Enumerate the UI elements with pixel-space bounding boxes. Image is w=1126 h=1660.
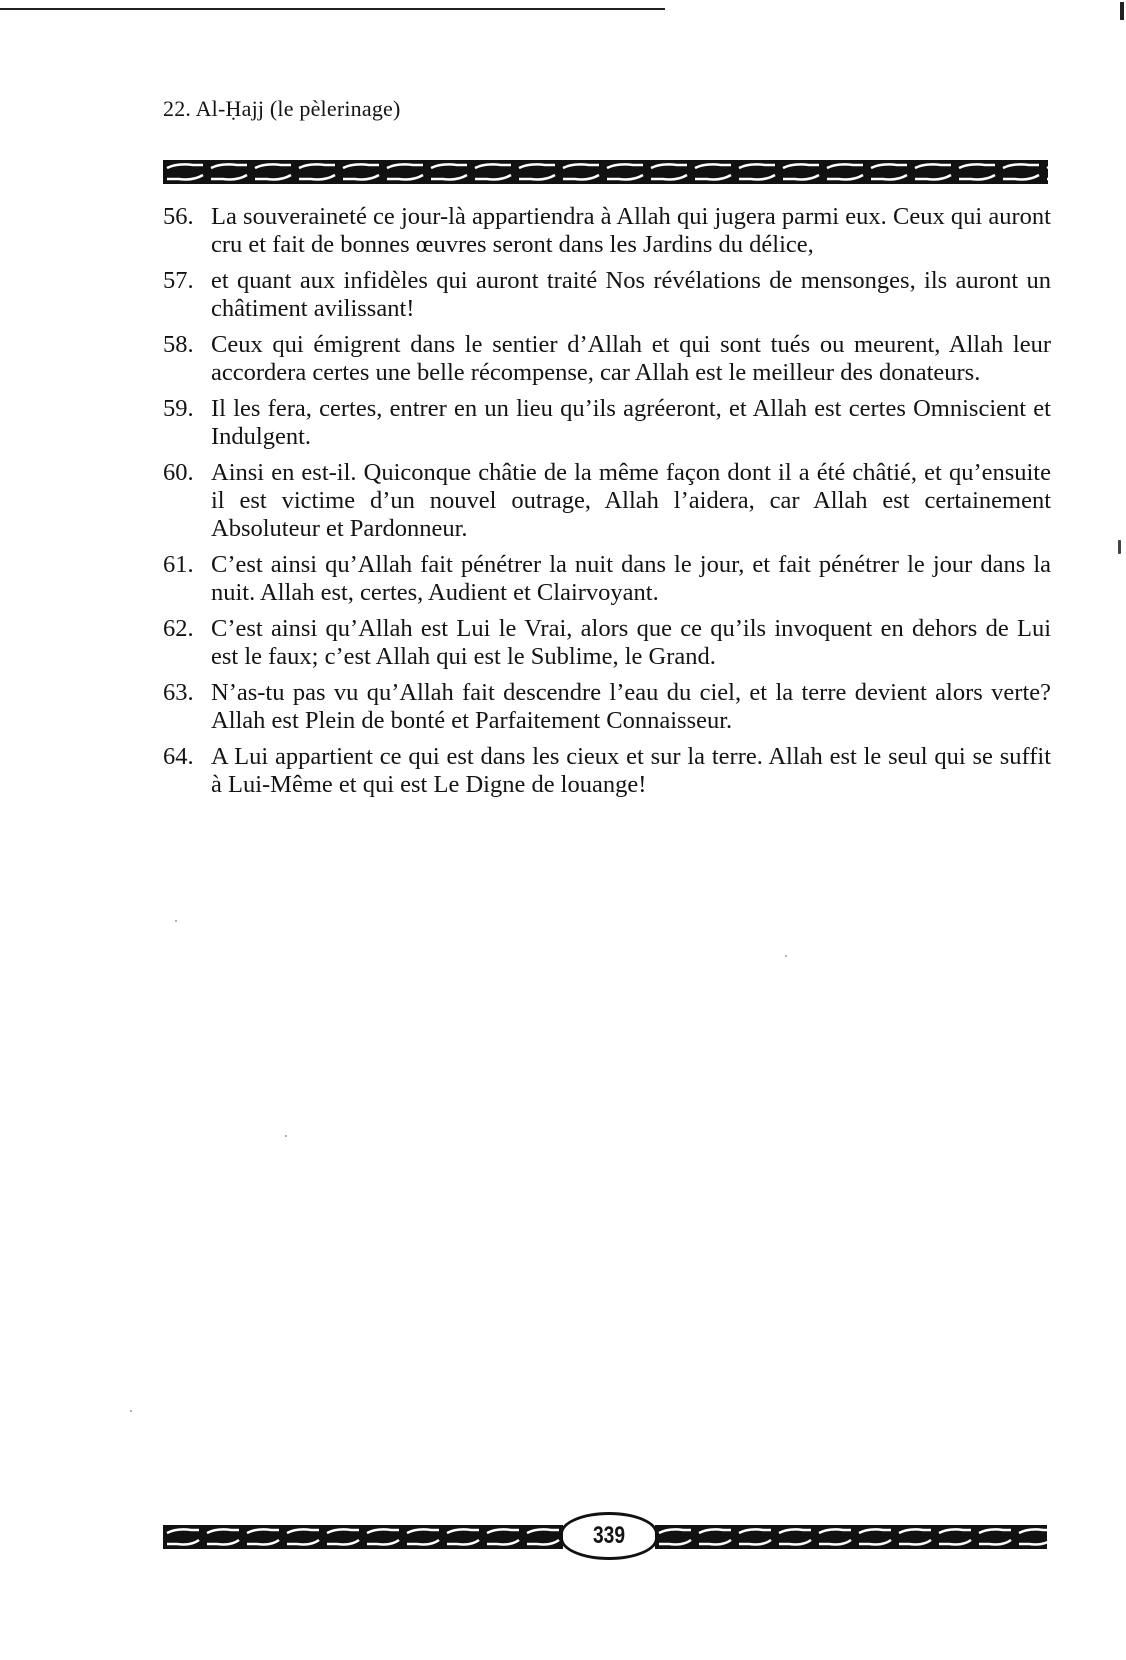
running-head: 22. Al-Ḥajj (le pèlerinage) [163, 96, 401, 121]
verse-text: et quant aux infidèles qui auront traité Nos révélations de mensonges, ils auront un châtiment avilissant! [211, 267, 1051, 322]
verse-number: 58. [163, 331, 194, 358]
ornament-chain-pattern [655, 1525, 1047, 1549]
top-rule [0, 8, 665, 10]
verse-text: La souveraineté ce jour-là appartiendra à Allah qui jugera parmi eux. Ceux qui auront cru et fait de bonnes œuvres seront dans les Jardins du délice, [211, 203, 1051, 258]
scan-speck [1118, 540, 1121, 554]
verse-text: A Lui appartient ce qui est dans les cieux et sur la terre. Allah est le seul qui se suffit à Lui-Même et qui est Le Digne de louange! [211, 743, 1051, 798]
verse-number: 61. [163, 551, 194, 578]
ornamental-band-bottom-right [655, 1525, 1047, 1549]
verse-56 [163, 203, 1051, 259]
ornament-chain-pattern [163, 160, 1048, 184]
corner-mark [1120, 2, 1124, 20]
verse-number: 63. [163, 679, 194, 706]
verse-number: 56. [163, 203, 194, 230]
verse-number: 57. [163, 267, 194, 294]
verse-text: C’est ainsi qu’Allah fait pénétrer la nuit dans le jour, et fait pénétrer le jour dans la nuit. Allah est, certes, Audient et Clairvoyant. [211, 551, 1051, 606]
ornamental-band-top [163, 160, 1048, 184]
page-number-cartouche [560, 1512, 658, 1560]
verse-number: 60. [163, 459, 194, 486]
verse-61 [163, 551, 1051, 607]
verse-63 [163, 679, 1051, 735]
scan-speck [175, 920, 177, 922]
verse-text: Il les fera, certes, entrer en un lieu qu’ils agréeront, et Allah est certes Omniscient et Indulgent. [211, 395, 1051, 450]
scan-speck [785, 955, 787, 957]
verse-number: 62. [163, 615, 194, 642]
verse-number: 59. [163, 395, 194, 422]
verse-number: 64. [163, 743, 194, 770]
ornamental-band-bottom-left [163, 1525, 563, 1549]
verse-57 [163, 267, 1051, 323]
page-number: 339 [592, 1522, 626, 1549]
verse-list [163, 203, 1051, 807]
ornament-chain-pattern [163, 1525, 563, 1549]
verse-text: Ainsi en est-il. Quiconque châtie de la même façon dont il a été châtié, et qu’ensuite il est victime d’un nouvel outrage, Allah l’aidera, car Allah est certainement Absoluteur et Pardonneur. [211, 459, 1051, 542]
verse-text: C’est ainsi qu’Allah est Lui le Vrai, alors que ce qu’ils invoquent en dehors de Lui est le faux; c’est Allah qui est le Sublime, le Grand. [211, 615, 1051, 670]
verse-62 [163, 615, 1051, 671]
verse-58 [163, 331, 1051, 387]
verse-60 [163, 459, 1051, 543]
verse-64 [163, 743, 1051, 799]
verse-59 [163, 395, 1051, 451]
verse-text: N’as-tu pas vu qu’Allah fait descendre l’eau du ciel, et la terre devient alors verte? Allah est Plein de bonté et Parfaitement Connaisseur. [211, 679, 1051, 734]
scan-speck [285, 1135, 287, 1137]
verse-text: Ceux qui émigrent dans le sentier d’Allah et qui sont tués ou meurent, Allah leur accordera certes une belle récompense, car Allah est le meilleur des donateurs. [211, 331, 1051, 386]
scan-speck [130, 1410, 132, 1412]
